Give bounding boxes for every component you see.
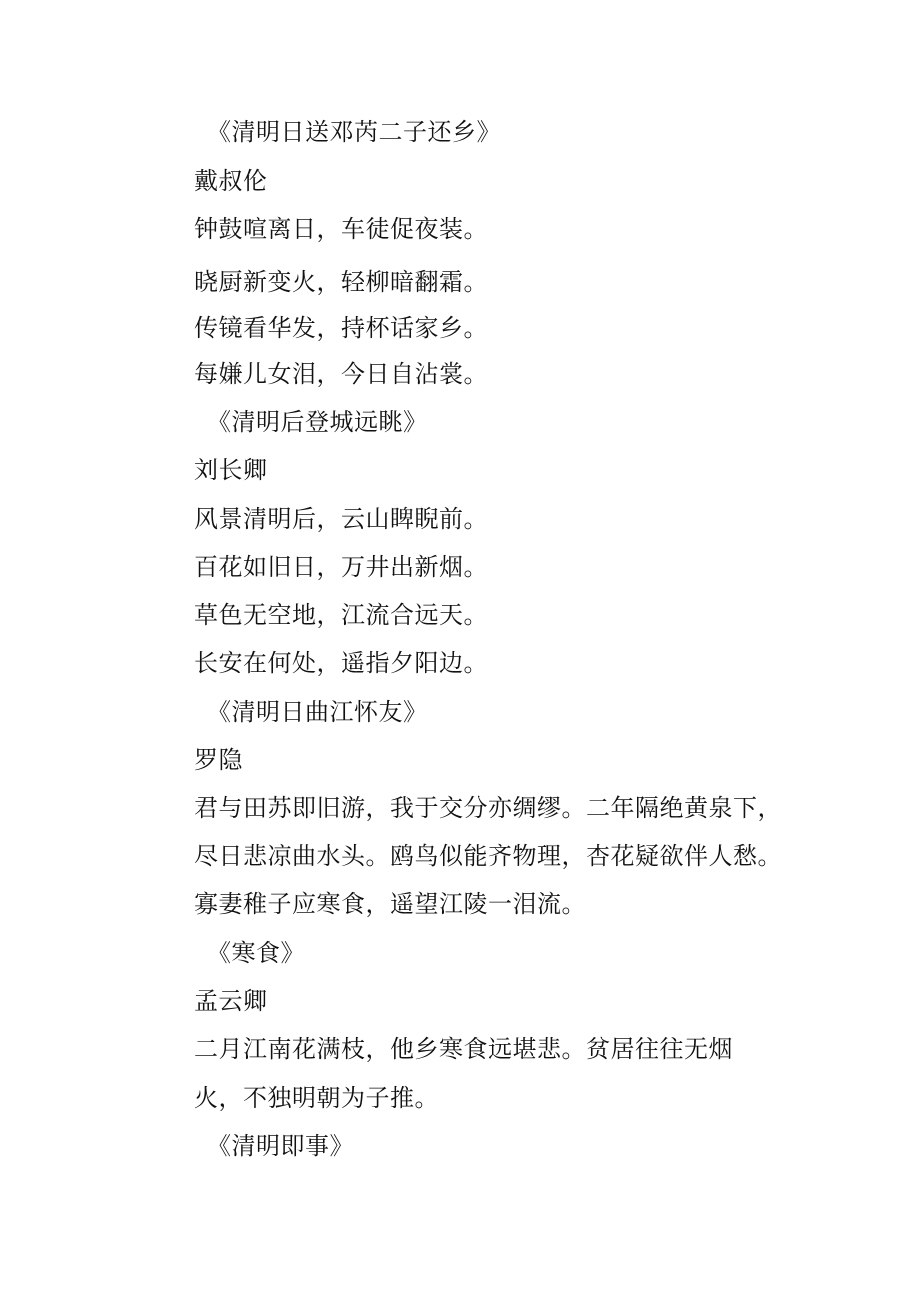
- poem-title-5: 《清明即事》: [207, 1132, 354, 1160]
- poem-title-1: 《清明日送邓芮二子还乡》: [207, 118, 501, 146]
- poem-line: 每嫌儿女泪，今日自沾裳。: [194, 360, 488, 388]
- poem-line: 尽日悲凉曲水头。鸥鸟似能齐物理，杏花疑欲伴人愁。: [194, 842, 782, 870]
- poem-line: 火，不独明朝为子推。: [194, 1084, 439, 1112]
- poem-line: 传镜看华发，持杯话家乡。: [194, 314, 488, 342]
- poem-line: 风景清明后，云山睥睨前。: [194, 505, 488, 533]
- poem-line: 百花如旧日，万井出新烟。: [194, 553, 488, 581]
- poem-author-3: 罗隐: [194, 746, 243, 774]
- poem-line: 草色无空地，江流合远天。: [194, 601, 488, 629]
- poem-author-4: 孟云卿: [194, 987, 268, 1015]
- poem-title-2: 《清明后登城远眺》: [207, 408, 428, 436]
- poem-title-3: 《清明日曲江怀友》: [207, 698, 428, 726]
- poem-line: 君与田苏即旧游，我于交分亦绸缪。二年隔绝黄泉下，: [194, 794, 782, 822]
- poem-line: 长安在何处，遥指夕阳边。: [194, 649, 488, 677]
- poem-line: 二月江南花满枝，他乡寒食远堪悲。贫居往往无烟: [194, 1035, 733, 1063]
- poem-author-2: 刘长卿: [194, 456, 268, 484]
- poem-line: 钟鼓喧离日，车徒促夜装。: [194, 215, 488, 243]
- poem-title-4: 《寒食》: [207, 939, 305, 967]
- poem-line: 晓厨新变火，轻柳暗翻霜。: [194, 268, 488, 296]
- poem-line: 寡妻稚子应寒食，遥望江陵一泪流。: [194, 890, 586, 918]
- poem-author-1: 戴叔伦: [194, 167, 268, 195]
